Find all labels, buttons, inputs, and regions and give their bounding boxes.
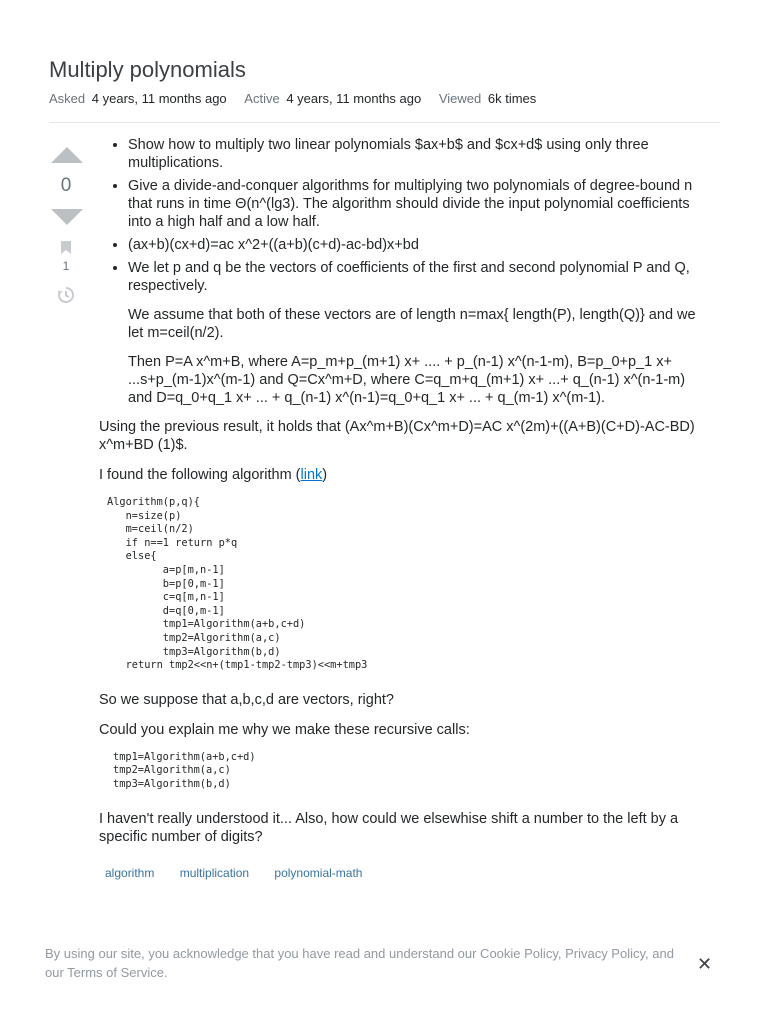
question-body	[99, 136, 699, 886]
paragraph	[99, 466, 699, 484]
tag-multiplication[interactable]: multiplication	[174, 860, 255, 886]
paragraph: We assume that both of these vectors are of length n=max{ length(P), length(Q)} and we let m=ceil(n/2).	[128, 307, 696, 341]
paragraph: So we suppose that a,b,c,d are vectors, right?	[99, 691, 394, 708]
downvote-arrow-icon[interactable]	[51, 209, 83, 225]
paragraph: • We let p and q be the vectors of coefficients of the first and second polynomial P and Q, respectively.	[128, 260, 690, 294]
algorithm-link[interactable]: link	[300, 467, 323, 483]
code-block-recursive-calls: tmp1=Algorithm(a+b,c+d) tmp2=Algorithm(a,c) tmp3=Algorithm(b,d)	[113, 750, 256, 790]
paragraph: Then P=A x^m+B, where A=p_m+p_(m+1) x+ .... + p_(n-1) x^(n-1-m), B=p_0+p_1 x+ ...s+p_(m-1)x^(m-1) and Q=Cx^m+D, where C=q_m+q_(m+1) x+ ...+ q_(n-1) x^(n-1-m) and D=q_0+q_1 x+ ... + q_(n-1) x^(n-1)=q_0+q_1 x+ ... + q_(m-1) x^(m-1).	[128, 354, 686, 406]
cookie-text: By using our site, you acknowledge that you have read and understand our Cookie Policy, Privacy Policy, and our Terms of Service.	[45, 946, 674, 980]
bookmark-icon[interactable]	[60, 240, 72, 255]
tag-list	[99, 860, 699, 886]
vote-count: 0	[60, 175, 72, 196]
paragraph: Could you explain me why we make these recursive calls:	[99, 721, 470, 738]
paragraph-text: )	[322, 467, 328, 483]
divider	[49, 122, 720, 123]
history-icon[interactable]	[57, 286, 75, 304]
paragraph-text: I found the following algorithm (	[99, 467, 301, 483]
question-title[interactable]: Multiply polynomials	[49, 57, 246, 82]
paragraph: I haven't really understood it... Also, how could we elsewhise shift a number to the left by a specific number of digits?	[99, 810, 679, 845]
list-item	[128, 259, 699, 407]
asked-label: Asked	[49, 91, 86, 106]
tag-algorithm[interactable]: algorithm	[99, 860, 160, 886]
upvote-arrow-icon[interactable]	[51, 147, 83, 163]
list-item: • Show how to multiply two linear polynomials $ax+b$ and $cx+d$ using only three multiplications.	[128, 136, 699, 172]
bullet-list	[99, 136, 699, 407]
asked-value[interactable]: 4 years, 11 months ago	[91, 91, 227, 106]
cookie-banner	[0, 928, 768, 1024]
question-meta	[49, 91, 550, 106]
code-block: Algorithm(p,q){ n=size(p) m=ceil(n/2) if n==1 return p*q else{ a=p[m,n-1] b=p[0,m-1] c=q[m,n-1] d=q[0,m-1] tmp1=Algorithm(a+b,c+d) tmp2=Algorithm(a,c) tmp3=Algorithm(b,d) return tmp2<<n+(tmp1-tmp2-tmp3)<<m+tmp3	[107, 496, 368, 672]
bookmark-count: 1	[62, 259, 70, 273]
tag-polynomial-math[interactable]: polynomial-math	[268, 860, 368, 886]
viewed-value: 6k times	[487, 91, 537, 106]
list-item: • Give a divide-and-conquer algorithms for multiplying two polynomials of degree-bound n that runs in time Θ(n^(lg3). The algorithm should divide the input polynomial coefficients into a high half and a low half.	[128, 177, 699, 231]
close-icon[interactable]: ✕	[697, 954, 713, 974]
active-value[interactable]: 4 years, 11 months ago	[286, 91, 422, 106]
list-item: • (ax+b)(cx+d)=ac x^2+((a+b)(c+d)-ac-bd)x+bd	[128, 236, 699, 254]
active-label: Active	[244, 91, 280, 106]
paragraph: Using the previous result, it holds that (Ax^m+B)(Cx^m+D)=AC x^(2m)+((A+B)(C+D)-AC-BD) x^m+BD (1)$.	[99, 419, 695, 453]
viewed-label: Viewed	[438, 91, 482, 106]
